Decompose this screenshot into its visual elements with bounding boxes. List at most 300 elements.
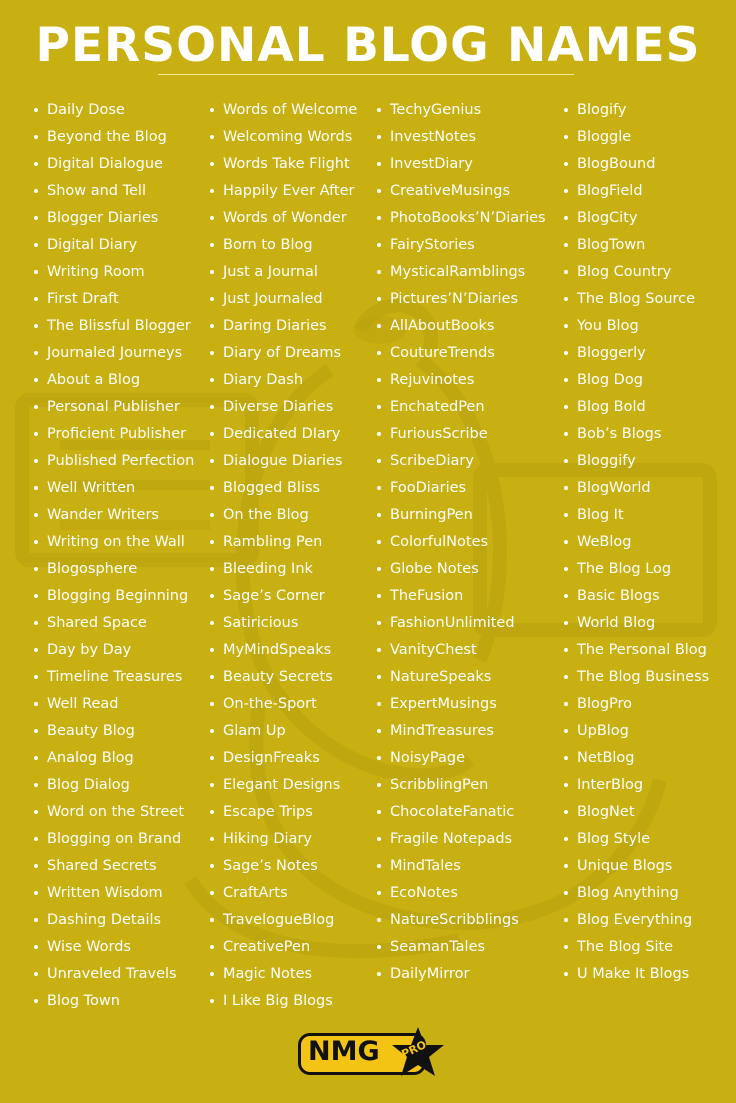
blog-name-label: InvestNotes: [390, 129, 477, 145]
blog-name-label: NetBlog: [577, 750, 635, 766]
blog-name-item: [34, 718, 194, 745]
blog-name-label: UpBlog: [577, 723, 629, 739]
blog-name-item: [377, 394, 546, 421]
blog-name-label: Well Read: [47, 696, 119, 712]
blog-name-label: ColorfulNotes: [390, 534, 489, 550]
blog-name-item: [34, 556, 194, 583]
bullet-icon: [564, 270, 568, 274]
blog-name-label: CraftArts: [223, 885, 288, 901]
bullet-icon: [377, 702, 381, 706]
bullet-icon: [377, 351, 381, 355]
names-column-1: [34, 97, 194, 1015]
blog-name-item: [34, 691, 194, 718]
blog-name-item: [210, 583, 357, 610]
bullet-icon: [34, 945, 38, 949]
blog-name-item: [377, 799, 546, 826]
blog-name-item: [34, 448, 194, 475]
blog-name-label: SeamanTales: [390, 939, 486, 955]
bullet-icon: [377, 378, 381, 382]
blog-name-item: [210, 421, 357, 448]
blog-name-item: [564, 880, 709, 907]
blog-name-label: Words of Wonder: [223, 210, 347, 226]
blog-name-label: Daring Diaries: [223, 318, 327, 334]
blog-name-label: Bloggify: [577, 453, 636, 469]
blog-name-label: DesignFreaks: [223, 750, 320, 766]
bullet-icon: [377, 297, 381, 301]
bullet-icon: [564, 432, 568, 436]
bullet-icon: [210, 594, 214, 598]
blog-name-label: Welcoming Words: [223, 129, 353, 145]
blog-name-label: VanityChest: [390, 642, 477, 658]
blog-name-label: CoutureTrends: [390, 345, 495, 361]
blog-name-label: CreativePen: [223, 939, 311, 955]
blog-name-item: [564, 637, 709, 664]
blog-name-label: Pictures’N’Diaries: [390, 291, 519, 307]
blog-name-item: [210, 448, 357, 475]
bullet-icon: [210, 486, 214, 490]
bullet-icon: [210, 216, 214, 220]
bullet-icon: [210, 540, 214, 544]
blog-name-item: [564, 205, 709, 232]
blog-name-item: [34, 205, 194, 232]
bullet-icon: [377, 513, 381, 517]
blog-name-label: Personal Publisher: [47, 399, 180, 415]
blog-name-label: On the Blog: [223, 507, 309, 523]
blog-name-item: [210, 772, 357, 799]
bullet-icon: [34, 918, 38, 922]
blog-name-label: Diverse Diaries: [223, 399, 334, 415]
bullet-icon: [564, 405, 568, 409]
blog-name-label: BlogCity: [577, 210, 638, 226]
blog-name-item: [564, 502, 709, 529]
blog-name-item: [377, 259, 546, 286]
bullet-icon: [564, 675, 568, 679]
blog-name-item: [34, 313, 194, 340]
blog-name-item: [564, 556, 709, 583]
bullet-icon: [377, 864, 381, 868]
bullet-icon: [210, 162, 214, 166]
blog-name-item: [210, 556, 357, 583]
bullet-icon: [210, 648, 214, 652]
blog-name-item: [210, 178, 357, 205]
blog-name-label: Writing Room: [47, 264, 145, 280]
bullet-icon: [377, 594, 381, 598]
blog-name-label: Wise Words: [47, 939, 131, 955]
bullet-icon: [377, 243, 381, 247]
blog-name-label: NatureScribblings: [390, 912, 519, 928]
blog-name-item: [377, 664, 546, 691]
blog-name-label: Journaled Journeys: [47, 345, 183, 361]
bullet-icon: [34, 702, 38, 706]
bullet-icon: [210, 837, 214, 841]
logo-text: NMG: [308, 1036, 380, 1067]
blog-name-label: Unique Blogs: [577, 858, 673, 874]
bullet-icon: [34, 972, 38, 976]
bullet-icon: [377, 432, 381, 436]
blog-name-label: BlogField: [577, 183, 643, 199]
blog-name-label: Wander Writers: [47, 507, 159, 523]
blog-name-item: [210, 637, 357, 664]
blog-name-item: [210, 394, 357, 421]
blog-name-item: [34, 664, 194, 691]
blog-name-item: [210, 799, 357, 826]
blog-name-item: [377, 421, 546, 448]
blog-name-label: World Blog: [577, 615, 656, 631]
bullet-icon: [34, 378, 38, 382]
bullet-icon: [377, 567, 381, 571]
blog-name-label: Rejuvinotes: [390, 372, 475, 388]
blog-name-label: Published Perfection: [47, 453, 195, 469]
blog-name-item: [564, 799, 709, 826]
bullet-icon: [210, 621, 214, 625]
bullet-icon: [34, 837, 38, 841]
blog-name-item: [34, 610, 194, 637]
bullet-icon: [564, 702, 568, 706]
blog-name-label: Dialogue Diaries: [223, 453, 343, 469]
bullet-icon: [377, 972, 381, 976]
bullet-icon: [210, 729, 214, 733]
blog-name-item: [564, 934, 709, 961]
blog-name-item: [564, 745, 709, 772]
blog-name-label: Unraveled Travels: [47, 966, 177, 982]
blog-name-label: Escape Trips: [223, 804, 313, 820]
page-title: PERSONAL BLOG NAMES: [35, 18, 701, 73]
blog-name-label: Dedicated DIary: [223, 426, 341, 442]
blog-name-item: [210, 988, 357, 1015]
bullet-icon: [564, 972, 568, 976]
blog-name-item: [210, 961, 357, 988]
blog-name-label: BlogBound: [577, 156, 656, 172]
blog-name-item: [377, 124, 546, 151]
bullet-icon: [564, 324, 568, 328]
bullet-icon: [377, 162, 381, 166]
blog-name-label: Happily Ever After: [223, 183, 355, 199]
blog-name-item: [34, 340, 194, 367]
bullet-icon: [564, 783, 568, 787]
bullet-icon: [564, 567, 568, 571]
blog-name-item: [377, 151, 546, 178]
blog-name-item: [564, 97, 709, 124]
bullet-icon: [377, 459, 381, 463]
bullet-icon: [564, 810, 568, 814]
blog-name-item: [564, 691, 709, 718]
blog-name-label: Blogging on Brand: [47, 831, 182, 847]
blog-name-label: Diary of Dreams: [223, 345, 342, 361]
blog-name-item: [377, 718, 546, 745]
blog-name-label: Born to Blog: [223, 237, 313, 253]
blog-name-label: CreativeMusings: [390, 183, 511, 199]
blog-name-label: Just Journaled: [223, 291, 323, 307]
bullet-icon: [564, 648, 568, 652]
blog-name-item: [564, 394, 709, 421]
blog-name-item: [34, 475, 194, 502]
blog-name-item: [210, 367, 357, 394]
bullet-icon: [210, 972, 214, 976]
bullet-icon: [377, 837, 381, 841]
blog-name-label: ExpertMusings: [390, 696, 497, 712]
blog-name-item: [564, 232, 709, 259]
bullet-icon: [564, 756, 568, 760]
blog-name-item: [210, 934, 357, 961]
blog-name-item: [34, 934, 194, 961]
blog-name-label: Blog Style: [577, 831, 651, 847]
blog-name-label: Elegant Designs: [223, 777, 341, 793]
bullet-icon: [210, 270, 214, 274]
blog-name-item: [34, 880, 194, 907]
blog-name-item: [210, 502, 357, 529]
blog-name-label: ScribeDiary: [390, 453, 474, 469]
bullet-icon: [377, 540, 381, 544]
blog-name-item: [377, 367, 546, 394]
blog-name-item: [377, 340, 546, 367]
blog-name-item: [377, 826, 546, 853]
bullet-icon: [210, 135, 214, 139]
bullet-icon: [377, 621, 381, 625]
bullet-icon: [564, 108, 568, 112]
blog-name-label: The Blog Log: [577, 561, 672, 577]
blog-name-item: [34, 232, 194, 259]
blog-name-item: [377, 232, 546, 259]
blog-name-item: [34, 988, 194, 1015]
bullet-icon: [34, 216, 38, 220]
bullet-icon: [34, 324, 38, 328]
blog-name-label: Blog Anything: [577, 885, 679, 901]
bullet-icon: [210, 864, 214, 868]
blog-name-label: AllAboutBooks: [390, 318, 495, 334]
bullet-icon: [34, 675, 38, 679]
bullet-icon: [34, 783, 38, 787]
bullet-icon: [210, 378, 214, 382]
blog-name-item: [564, 826, 709, 853]
bullet-icon: [34, 594, 38, 598]
blog-name-label: Daily Dose: [47, 102, 125, 118]
bullet-icon: [564, 594, 568, 598]
blog-name-label: TravelogueBlog: [223, 912, 335, 928]
blog-name-item: [210, 691, 357, 718]
bullet-icon: [34, 567, 38, 571]
blog-name-label: MindTales: [390, 858, 461, 874]
bullet-icon: [34, 270, 38, 274]
bullet-icon: [564, 243, 568, 247]
blog-name-item: [564, 124, 709, 151]
bullet-icon: [210, 108, 214, 112]
blog-name-item: [564, 421, 709, 448]
bullet-icon: [564, 297, 568, 301]
bullet-icon: [564, 729, 568, 733]
blog-name-label: Blog It: [577, 507, 624, 523]
blog-name-label: PhotoBooks’N’Diaries: [390, 210, 546, 226]
bullet-icon: [564, 486, 568, 490]
blog-name-label: Written Wisdom: [47, 885, 163, 901]
bullet-icon: [377, 891, 381, 895]
blog-name-item: [564, 961, 709, 988]
blog-name-label: Analog Blog: [47, 750, 134, 766]
blog-name-label: NatureSpeaks: [390, 669, 492, 685]
blog-name-item: [377, 178, 546, 205]
blog-name-label: The Blog Source: [577, 291, 696, 307]
blog-name-item: [34, 367, 194, 394]
bullet-icon: [377, 648, 381, 652]
blog-name-label: TheFusion: [390, 588, 464, 604]
bullet-icon: [564, 918, 568, 922]
blog-name-item: [564, 286, 709, 313]
bullet-icon: [377, 756, 381, 760]
blog-name-label: On-the-Sport: [223, 696, 317, 712]
blog-name-label: ChocolateFanatic: [390, 804, 515, 820]
bullet-icon: [210, 945, 214, 949]
blog-name-label: Timeline Treasures: [47, 669, 183, 685]
blog-name-label: BlogWorld: [577, 480, 651, 496]
blog-name-item: [377, 610, 546, 637]
bullet-icon: [377, 675, 381, 679]
blog-name-item: [210, 340, 357, 367]
blog-name-label: EcoNotes: [390, 885, 458, 901]
bullet-icon: [34, 891, 38, 895]
blog-name-item: [564, 259, 709, 286]
blog-name-label: MindTreasures: [390, 723, 494, 739]
bullet-icon: [210, 324, 214, 328]
blog-name-label: About a Blog: [47, 372, 141, 388]
blog-name-item: [564, 448, 709, 475]
bullet-icon: [564, 189, 568, 193]
blog-name-label: U Make It Blogs: [577, 966, 690, 982]
blog-name-item: [377, 97, 546, 124]
blog-name-item: [34, 178, 194, 205]
blog-name-label: The Blog Business: [577, 669, 710, 685]
blog-name-label: BurningPen: [390, 507, 473, 523]
bullet-icon: [210, 513, 214, 517]
blog-name-label: Bloggerly: [577, 345, 646, 361]
blog-name-item: [564, 664, 709, 691]
bullet-icon: [564, 513, 568, 517]
blog-name-label: Blogger Diaries: [47, 210, 159, 226]
bullet-icon: [377, 270, 381, 274]
blog-name-item: [210, 286, 357, 313]
bullet-icon: [564, 540, 568, 544]
blog-name-item: [377, 556, 546, 583]
blog-name-label: Digital Diary: [47, 237, 138, 253]
blog-name-label: Just a Journal: [223, 264, 318, 280]
bullet-icon: [34, 999, 38, 1003]
blog-name-label: Blog Town: [47, 993, 120, 1009]
bullet-icon: [564, 864, 568, 868]
bullet-icon: [210, 567, 214, 571]
blog-name-label: Blog Country: [577, 264, 672, 280]
bullet-icon: [564, 891, 568, 895]
bullet-icon: [377, 729, 381, 733]
bullet-icon: [34, 189, 38, 193]
blog-name-item: [564, 583, 709, 610]
bullet-icon: [377, 486, 381, 490]
blog-name-label: Magic Notes: [223, 966, 313, 982]
blog-name-label: Words of Welcome: [223, 102, 358, 118]
blog-name-item: [34, 502, 194, 529]
blog-name-label: TechyGenius: [390, 102, 482, 118]
blog-name-item: [377, 772, 546, 799]
blog-name-item: [377, 745, 546, 772]
blog-name-label: The Personal Blog: [577, 642, 707, 658]
blog-name-label: MysticalRamblings: [390, 264, 526, 280]
blog-name-item: [564, 151, 709, 178]
bullet-icon: [210, 405, 214, 409]
bullet-icon: [377, 108, 381, 112]
bullet-icon: [564, 351, 568, 355]
blog-name-label: DailyMirror: [390, 966, 470, 982]
blog-name-item: [564, 718, 709, 745]
blog-name-label: Proficient Publisher: [47, 426, 187, 442]
blog-name-item: [34, 259, 194, 286]
blog-name-label: FashionUnlimited: [390, 615, 515, 631]
blog-name-item: [34, 97, 194, 124]
blog-name-label: Bob’s Blogs: [577, 426, 662, 442]
blog-name-item: [564, 367, 709, 394]
blog-name-item: [34, 529, 194, 556]
bullet-icon: [34, 513, 38, 517]
bullet-icon: [34, 729, 38, 733]
blog-name-item: [377, 475, 546, 502]
bullet-icon: [34, 351, 38, 355]
blog-name-label: Day by Day: [47, 642, 132, 658]
blog-name-label: Blog Dog: [577, 372, 643, 388]
blog-name-label: Blogged Bliss: [223, 480, 321, 496]
bullet-icon: [377, 324, 381, 328]
bullet-icon: [34, 864, 38, 868]
bullet-icon: [210, 243, 214, 247]
blog-name-label: Shared Secrets: [47, 858, 157, 874]
bullet-icon: [377, 405, 381, 409]
blog-name-item: [210, 664, 357, 691]
blog-name-label: Show and Tell: [47, 183, 146, 199]
blog-name-item: [34, 637, 194, 664]
blog-name-item: [210, 745, 357, 772]
blog-name-label: Blogging Beginning: [47, 588, 189, 604]
bullet-icon: [377, 135, 381, 139]
blog-name-label: FairyStories: [390, 237, 475, 253]
blog-name-item: [34, 961, 194, 988]
blog-name-item: [377, 691, 546, 718]
blog-name-item: [210, 151, 357, 178]
bullet-icon: [564, 216, 568, 220]
blog-name-item: [34, 745, 194, 772]
blog-name-label: BlogTown: [577, 237, 646, 253]
bullet-icon: [34, 297, 38, 301]
bullet-icon: [34, 621, 38, 625]
blog-name-label: Rambling Pen: [223, 534, 323, 550]
blog-name-item: [564, 475, 709, 502]
bullet-icon: [210, 702, 214, 706]
bullet-icon: [210, 675, 214, 679]
blog-name-item: [34, 394, 194, 421]
blog-name-label: Diary Dash: [223, 372, 304, 388]
blog-name-label: Beyond the Blog: [47, 129, 167, 145]
blog-name-label: You Blog: [577, 318, 639, 334]
blog-name-label: Blogosphere: [47, 561, 138, 577]
bullet-icon: [564, 621, 568, 625]
blog-name-item: [564, 313, 709, 340]
bullet-icon: [564, 837, 568, 841]
bullet-icon: [210, 459, 214, 463]
blog-name-label: Blog Dialog: [47, 777, 130, 793]
blog-name-item: [34, 286, 194, 313]
blog-name-item: [564, 178, 709, 205]
blog-name-item: [210, 259, 357, 286]
blog-name-item: [210, 826, 357, 853]
blog-name-label: Bloggle: [577, 129, 632, 145]
bullet-icon: [210, 999, 214, 1003]
bullet-icon: [34, 648, 38, 652]
blog-name-label: Blogify: [577, 102, 627, 118]
blog-name-item: [210, 124, 357, 151]
